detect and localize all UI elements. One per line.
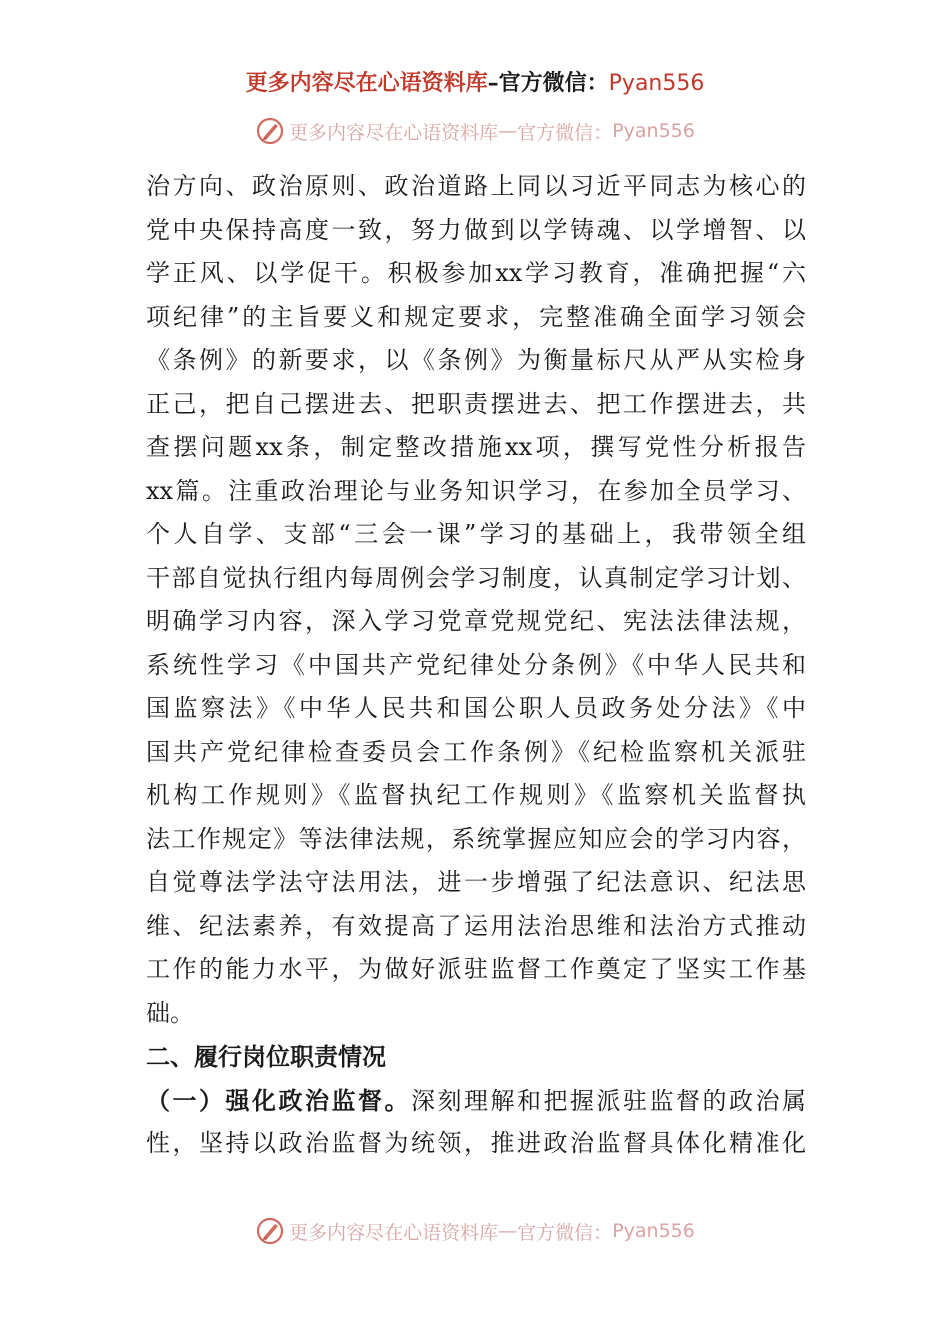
body-line: 机构工作规则》《监督执纪工作规则》《监察机关监督执 [146, 781, 806, 809]
body-line: 正己，把自己摆进去、把职责摆进去、把工作摆进去，共 [146, 389, 806, 418]
subsection-line [146, 1079, 806, 1123]
body-line: 党中央保持高度一致，努力做到以学铸魂、以学增智、以 [146, 215, 806, 244]
body-line: 性，坚持以政治监督为统领，推进政治监督具体化精准化 [146, 1129, 806, 1157]
body-line: 国共产党纪律检查委员会工作条例》《纪检监察机关派驻 [146, 737, 806, 766]
watermark-top [0, 116, 950, 146]
body-line: 维、纪法素养，有效提高了运用法治思维和法治方式推动 [146, 911, 806, 940]
body-line: 自觉尊法学法守法用法，进一步增强了纪法意识、纪法思 [146, 868, 806, 896]
body-line: 《条例》的新要求，以《条例》为衡量标尺从严从实检身 [146, 346, 806, 374]
body-line: 础。 [146, 998, 194, 1027]
watermark-wechat-label: 官方微信： [517, 121, 613, 144]
header-separator: – [487, 70, 499, 96]
watermark-separator: — [498, 1220, 518, 1242]
header-wechat-label: 官方微信： [498, 70, 609, 96]
body-line: 查摆问题xx条，制定整改措施xx项，撰写党性分析报告 [146, 433, 806, 461]
header-wechat-id: Pyan556 [608, 71, 705, 96]
body-line: 干部自觉执行组内每周例会学习制度，认真制定学习计划、 [146, 563, 806, 592]
watermark-title: 更多内容尽在心语资料库 [289, 121, 499, 144]
watermark-bottom [0, 1216, 950, 1246]
watermark-wechat-id: Pyan556 [612, 1220, 695, 1242]
subsection-text: 深刻理解和把握派驻监督的政治属 [411, 1086, 806, 1115]
body-line: 个人自学、支部“三会一课”学习的基础上，我带领全组 [146, 520, 806, 548]
brush-logo-icon [255, 1216, 285, 1246]
brush-logo-icon [255, 116, 285, 146]
body-line: 治方向、政治原则、政治道路上同以习近平同志为核心的 [146, 172, 806, 200]
body-line: 法工作规定》等法律法规，系统掌握应知应会的学习内容， [146, 824, 806, 853]
watermark-wechat-id: Pyan556 [612, 120, 695, 142]
document-body [146, 165, 806, 1166]
body-line: 国监察法》《中华人民共和国公职人员政务处分法》《中 [146, 694, 806, 722]
body-line: 学正风、以学促干。积极参加xx学习教育，准确把握“六 [146, 259, 806, 287]
body-line: 明确学习内容，深入学习党章党规党纪、宪法法律法规， [146, 607, 806, 635]
body-line: 工作的能力水平，为做好派驻监督工作奠定了坚实工作基 [146, 955, 806, 983]
watermark-title: 更多内容尽在心语资料库 [289, 1221, 499, 1244]
header-title: 更多内容尽在心语资料库 [245, 70, 488, 96]
watermark-separator: — [498, 120, 518, 142]
subsection-heading: （一）强化政治监督。 [146, 1085, 411, 1115]
header-banner [0, 66, 950, 97]
section-heading: 二、履行岗位职责情况 [146, 1042, 386, 1071]
body-line: xx篇。注重政治理论与业务知识学习，在参加全员学习、 [146, 476, 806, 505]
body-line: 项纪律”的主旨要义和规定要求，完整准确全面学习领会 [146, 302, 806, 331]
watermark-wechat-label: 官方微信： [517, 1221, 613, 1244]
body-line: 系统性学习《中国共产党纪律处分条例》《中华人民共和 [146, 650, 806, 679]
